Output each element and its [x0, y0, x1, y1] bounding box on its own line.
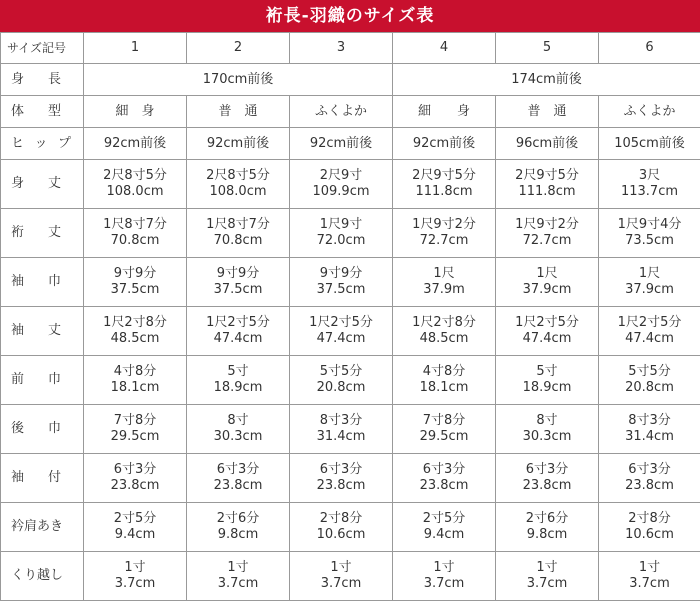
traditional-measure: 1尺9寸 — [319, 217, 363, 232]
metric-measure: 108.0cm — [209, 184, 267, 199]
metric-measure: 29.5cm — [419, 429, 469, 444]
traditional-measure: 1尺8寸7分 — [206, 217, 270, 232]
traditional-measure: 4寸8分 — [113, 364, 157, 379]
label-char: 袖 — [11, 323, 25, 338]
metric-measure: 47.4cm — [213, 331, 263, 346]
traditional-measure: 4寸8分 — [422, 364, 466, 379]
measurement-cell — [599, 552, 700, 601]
label-char: 裄 — [11, 225, 25, 240]
measurement-cell — [84, 405, 187, 454]
metric-measure: 72.7cm — [419, 233, 469, 248]
measurement-cell — [393, 356, 496, 405]
traditional-measure: 1寸 — [124, 560, 146, 575]
metric-measure: 18.9cm — [522, 380, 572, 395]
metric-measure: 111.8cm — [518, 184, 576, 199]
label-char: 巾 — [47, 421, 61, 436]
label-char: ヒ — [11, 135, 25, 151]
metric-measure: 31.4cm — [316, 429, 366, 444]
measurement-row — [1, 307, 700, 356]
metric-measure: 72.0cm — [316, 233, 366, 248]
measurement-cell — [290, 405, 393, 454]
label-char: 身 — [11, 71, 25, 87]
metric-measure: 30.3cm — [522, 429, 572, 444]
header-row — [1, 33, 700, 64]
measurement-cell — [599, 454, 700, 503]
metric-measure: 9.4cm — [423, 527, 465, 542]
size-header-cell: 2 — [187, 33, 290, 64]
label-text: くり越し — [11, 568, 64, 583]
metric-measure: 73.5cm — [625, 233, 674, 248]
traditional-measure: 2尺8寸5分 — [103, 168, 167, 183]
measurement-cell — [393, 160, 496, 209]
measurement-cell — [393, 258, 496, 307]
traditional-measure: 8寸 — [536, 413, 558, 428]
metric-measure: 23.8cm — [110, 478, 160, 493]
metric-measure: 47.4cm — [625, 331, 674, 346]
traditional-measure: 2尺9寸 — [319, 168, 363, 183]
row-label — [1, 503, 84, 552]
measurement-cell — [496, 209, 599, 258]
metric-measure: 3.7cm — [526, 576, 568, 591]
measurement-cell — [599, 258, 700, 307]
metric-measure: 18.1cm — [419, 380, 469, 395]
metric-measure: 113.7cm — [620, 184, 679, 199]
measurement-cell — [187, 503, 290, 552]
measurement-cell — [599, 405, 700, 454]
traditional-measure: 1尺9寸2分 — [412, 217, 476, 232]
label-char: 長 — [47, 71, 61, 87]
body-type-cell: 普 通 — [187, 96, 290, 128]
measurement-cell — [393, 503, 496, 552]
traditional-measure: 9寸9分 — [113, 266, 157, 281]
row-label — [1, 209, 84, 258]
metric-measure: 37.5cm — [110, 282, 160, 297]
traditional-measure: 6寸3分 — [422, 462, 466, 477]
measurement-cell — [187, 356, 290, 405]
traditional-measure: 9寸9分 — [319, 266, 363, 281]
measurement-cell — [187, 552, 290, 601]
measurement-cell — [599, 160, 700, 209]
traditional-measure: 2寸5分 — [113, 511, 157, 526]
body-type-cell: 細 身 — [84, 96, 187, 128]
traditional-measure: 1尺2寸5分 — [309, 315, 373, 330]
traditional-measure: 1尺 — [638, 266, 661, 281]
traditional-measure: 1尺2寸5分 — [617, 315, 682, 330]
metric-measure: 48.5cm — [419, 331, 469, 346]
metric-measure: 29.5cm — [110, 429, 160, 444]
traditional-measure: 6寸3分 — [525, 462, 569, 477]
hip-cell: 92cm前後 — [187, 128, 290, 160]
metric-measure: 3.7cm — [217, 576, 259, 591]
label-char: 丈 — [47, 225, 61, 240]
measurement-cell — [393, 454, 496, 503]
measurement-cell — [290, 454, 393, 503]
metric-measure: 3.7cm — [114, 576, 156, 591]
metric-measure: 37.5cm — [213, 282, 263, 297]
height-cell-left: 170cm前後 — [84, 64, 393, 96]
traditional-measure: 5寸 — [536, 364, 558, 379]
label-char: 型 — [47, 103, 61, 119]
row-label — [1, 96, 84, 128]
measurement-cell — [84, 552, 187, 601]
metric-measure: 72.7cm — [522, 233, 572, 248]
measurement-cell — [290, 258, 393, 307]
metric-measure: 37.5cm — [316, 282, 366, 297]
traditional-measure: 7寸8分 — [113, 413, 157, 428]
measurement-row — [1, 454, 700, 503]
measurement-cell — [599, 209, 700, 258]
measurement-cell — [496, 356, 599, 405]
metric-measure: 18.1cm — [110, 380, 160, 395]
traditional-measure: 1寸 — [638, 560, 661, 575]
metric-measure: 9.8cm — [217, 527, 259, 542]
traditional-measure: 6寸3分 — [628, 462, 671, 477]
metric-measure: 47.4cm — [316, 331, 366, 346]
traditional-measure: 8寸3分 — [628, 413, 671, 428]
traditional-measure: 2寸6分 — [216, 511, 260, 526]
traditional-measure: 1尺 — [433, 266, 455, 281]
row-label — [1, 356, 84, 405]
metric-measure: 9.8cm — [526, 527, 568, 542]
hip-row — [1, 128, 700, 160]
label-text: 衿肩あき — [11, 519, 64, 534]
measurement-cell — [496, 405, 599, 454]
measurement-cell — [290, 307, 393, 356]
measurement-row — [1, 503, 700, 552]
row-label — [1, 160, 84, 209]
traditional-measure: 8寸3分 — [319, 413, 363, 428]
metric-measure: 31.4cm — [625, 429, 674, 444]
traditional-measure: 1尺8寸7分 — [103, 217, 167, 232]
measurement-cell — [290, 356, 393, 405]
traditional-measure: 1寸 — [330, 560, 352, 575]
body-type-cell: ふくよか — [599, 96, 700, 128]
traditional-measure: 1尺2寸8分 — [412, 315, 476, 330]
measurement-cell — [496, 503, 599, 552]
metric-measure: 18.9cm — [213, 380, 263, 395]
metric-measure: 70.8cm — [213, 233, 263, 248]
row-label — [1, 552, 84, 601]
traditional-measure: 2寸5分 — [422, 511, 466, 526]
hip-cell: 92cm前後 — [84, 128, 187, 160]
label-char: 袖 — [11, 274, 25, 289]
metric-measure: 108.0cm — [106, 184, 164, 199]
traditional-measure: 5寸5分 — [319, 364, 363, 379]
traditional-measure: 1寸 — [227, 560, 249, 575]
hip-cell: 92cm前後 — [290, 128, 393, 160]
hip-cell: 96cm前後 — [496, 128, 599, 160]
measurement-cell — [84, 454, 187, 503]
measurement-cell — [187, 160, 290, 209]
height-row — [1, 64, 700, 96]
measurement-cell — [496, 552, 599, 601]
traditional-measure: 9寸9分 — [216, 266, 260, 281]
row-label — [1, 64, 84, 96]
metric-measure: 70.8cm — [110, 233, 160, 248]
traditional-measure: 1尺2寸5分 — [515, 315, 579, 330]
measurement-cell — [290, 503, 393, 552]
height-cell-right: 174cm前後 — [393, 64, 700, 96]
body-type-cell: 細 身 — [393, 96, 496, 128]
traditional-measure: 6寸3分 — [216, 462, 260, 477]
measurement-cell — [290, 209, 393, 258]
measurement-cell — [187, 307, 290, 356]
traditional-measure: 1寸 — [536, 560, 558, 575]
body-type-cell: ふくよか — [290, 96, 393, 128]
metric-measure: 23.8cm — [625, 478, 674, 493]
measurement-cell — [84, 160, 187, 209]
measurement-cell — [599, 356, 700, 405]
label-char: 巾 — [47, 372, 61, 387]
metric-measure: 20.8cm — [625, 380, 674, 395]
body-type-row — [1, 96, 700, 128]
traditional-measure: 1尺9寸2分 — [515, 217, 579, 232]
measurement-cell — [84, 356, 187, 405]
metric-measure: 30.3cm — [213, 429, 263, 444]
label-char: ッ — [34, 135, 48, 151]
metric-measure: 37.9cm — [522, 282, 572, 297]
measurement-cell — [496, 454, 599, 503]
measurement-cell — [393, 209, 496, 258]
measurement-cell — [84, 307, 187, 356]
label-char: 巾 — [47, 274, 61, 289]
size-table — [0, 32, 700, 601]
label-char: 前 — [11, 372, 25, 387]
measurement-cell — [393, 552, 496, 601]
metric-measure: 9.4cm — [114, 527, 156, 542]
metric-measure: 3.7cm — [629, 576, 670, 591]
measurement-cell — [84, 503, 187, 552]
metric-measure: 10.6cm — [625, 527, 674, 542]
measurement-row — [1, 405, 700, 454]
metric-measure: 23.8cm — [213, 478, 263, 493]
body-type-cell: 普 通 — [496, 96, 599, 128]
size-header-cell: 5 — [496, 33, 599, 64]
traditional-measure: 6寸3分 — [319, 462, 363, 477]
measurement-cell — [84, 209, 187, 258]
metric-measure: 3.7cm — [423, 576, 465, 591]
measurement-cell — [496, 258, 599, 307]
row-label — [1, 307, 84, 356]
traditional-measure: 7寸8分 — [422, 413, 466, 428]
measurement-row — [1, 552, 700, 601]
table-title: 裄長-羽織のサイズ表 — [0, 0, 700, 32]
measurement-cell — [187, 209, 290, 258]
traditional-measure: 2寸8分 — [319, 511, 363, 526]
traditional-measure: 6寸3分 — [113, 462, 157, 477]
metric-measure: 47.4cm — [522, 331, 572, 346]
traditional-measure: 2尺9寸5分 — [412, 168, 476, 183]
traditional-measure: 1尺 — [536, 266, 558, 281]
label-char: 後 — [11, 421, 25, 436]
measurement-row — [1, 209, 700, 258]
size-header-cell: 6 — [599, 33, 700, 64]
traditional-measure: 8寸 — [227, 413, 249, 428]
row-label — [1, 405, 84, 454]
hip-cell: 105cm前後 — [599, 128, 700, 160]
measurement-cell — [290, 160, 393, 209]
measurement-cell — [393, 307, 496, 356]
metric-measure: 23.8cm — [522, 478, 572, 493]
measurement-row — [1, 258, 700, 307]
traditional-measure: 1尺2寸5分 — [206, 315, 270, 330]
traditional-measure: 3尺 — [638, 168, 661, 183]
traditional-measure: 2寸6分 — [525, 511, 569, 526]
traditional-measure: 5寸5分 — [628, 364, 671, 379]
metric-measure: 3.7cm — [320, 576, 362, 591]
label-char: 丈 — [47, 323, 61, 338]
traditional-measure: 2尺8寸5分 — [206, 168, 270, 183]
measurement-cell — [496, 307, 599, 356]
measurement-cell — [599, 503, 700, 552]
metric-measure: 37.9cm — [625, 282, 674, 297]
hip-cell: 92cm前後 — [393, 128, 496, 160]
size-header-cell: 4 — [393, 33, 496, 64]
measurement-cell — [187, 258, 290, 307]
metric-measure: 111.8cm — [415, 184, 473, 199]
traditional-measure: 5寸 — [227, 364, 249, 379]
traditional-measure: 1尺9寸4分 — [617, 217, 682, 232]
metric-measure: 23.8cm — [316, 478, 366, 493]
traditional-measure: 2寸8分 — [628, 511, 671, 526]
measurement-cell — [496, 160, 599, 209]
row-label — [1, 454, 84, 503]
traditional-measure: 1尺2寸8分 — [103, 315, 167, 330]
measurement-row — [1, 160, 700, 209]
size-header-cell: 3 — [290, 33, 393, 64]
label-char: プ — [57, 135, 71, 151]
measurement-cell — [393, 405, 496, 454]
traditional-measure: 2尺9寸5分 — [515, 168, 579, 183]
header-label: サイズ記号 — [1, 33, 84, 64]
measurement-cell — [84, 258, 187, 307]
traditional-measure: 1寸 — [433, 560, 455, 575]
label-char: 丈 — [47, 176, 61, 191]
label-char: 付 — [47, 470, 61, 485]
metric-measure: 109.9cm — [312, 184, 370, 199]
metric-measure: 10.6cm — [316, 527, 366, 542]
metric-measure: 23.8cm — [419, 478, 469, 493]
label-char: 身 — [11, 176, 25, 191]
size-header-cell: 1 — [84, 33, 187, 64]
metric-measure: 48.5cm — [110, 331, 160, 346]
measurement-row — [1, 356, 700, 405]
measurement-cell — [290, 552, 393, 601]
measurement-cell — [187, 454, 290, 503]
row-label — [1, 258, 84, 307]
measurement-cell — [187, 405, 290, 454]
row-label — [1, 128, 84, 160]
metric-measure: 37.9m — [423, 282, 465, 297]
metric-measure: 20.8cm — [316, 380, 366, 395]
label-char: 袖 — [11, 470, 25, 485]
label-char: 体 — [11, 103, 25, 119]
measurement-cell — [599, 307, 700, 356]
